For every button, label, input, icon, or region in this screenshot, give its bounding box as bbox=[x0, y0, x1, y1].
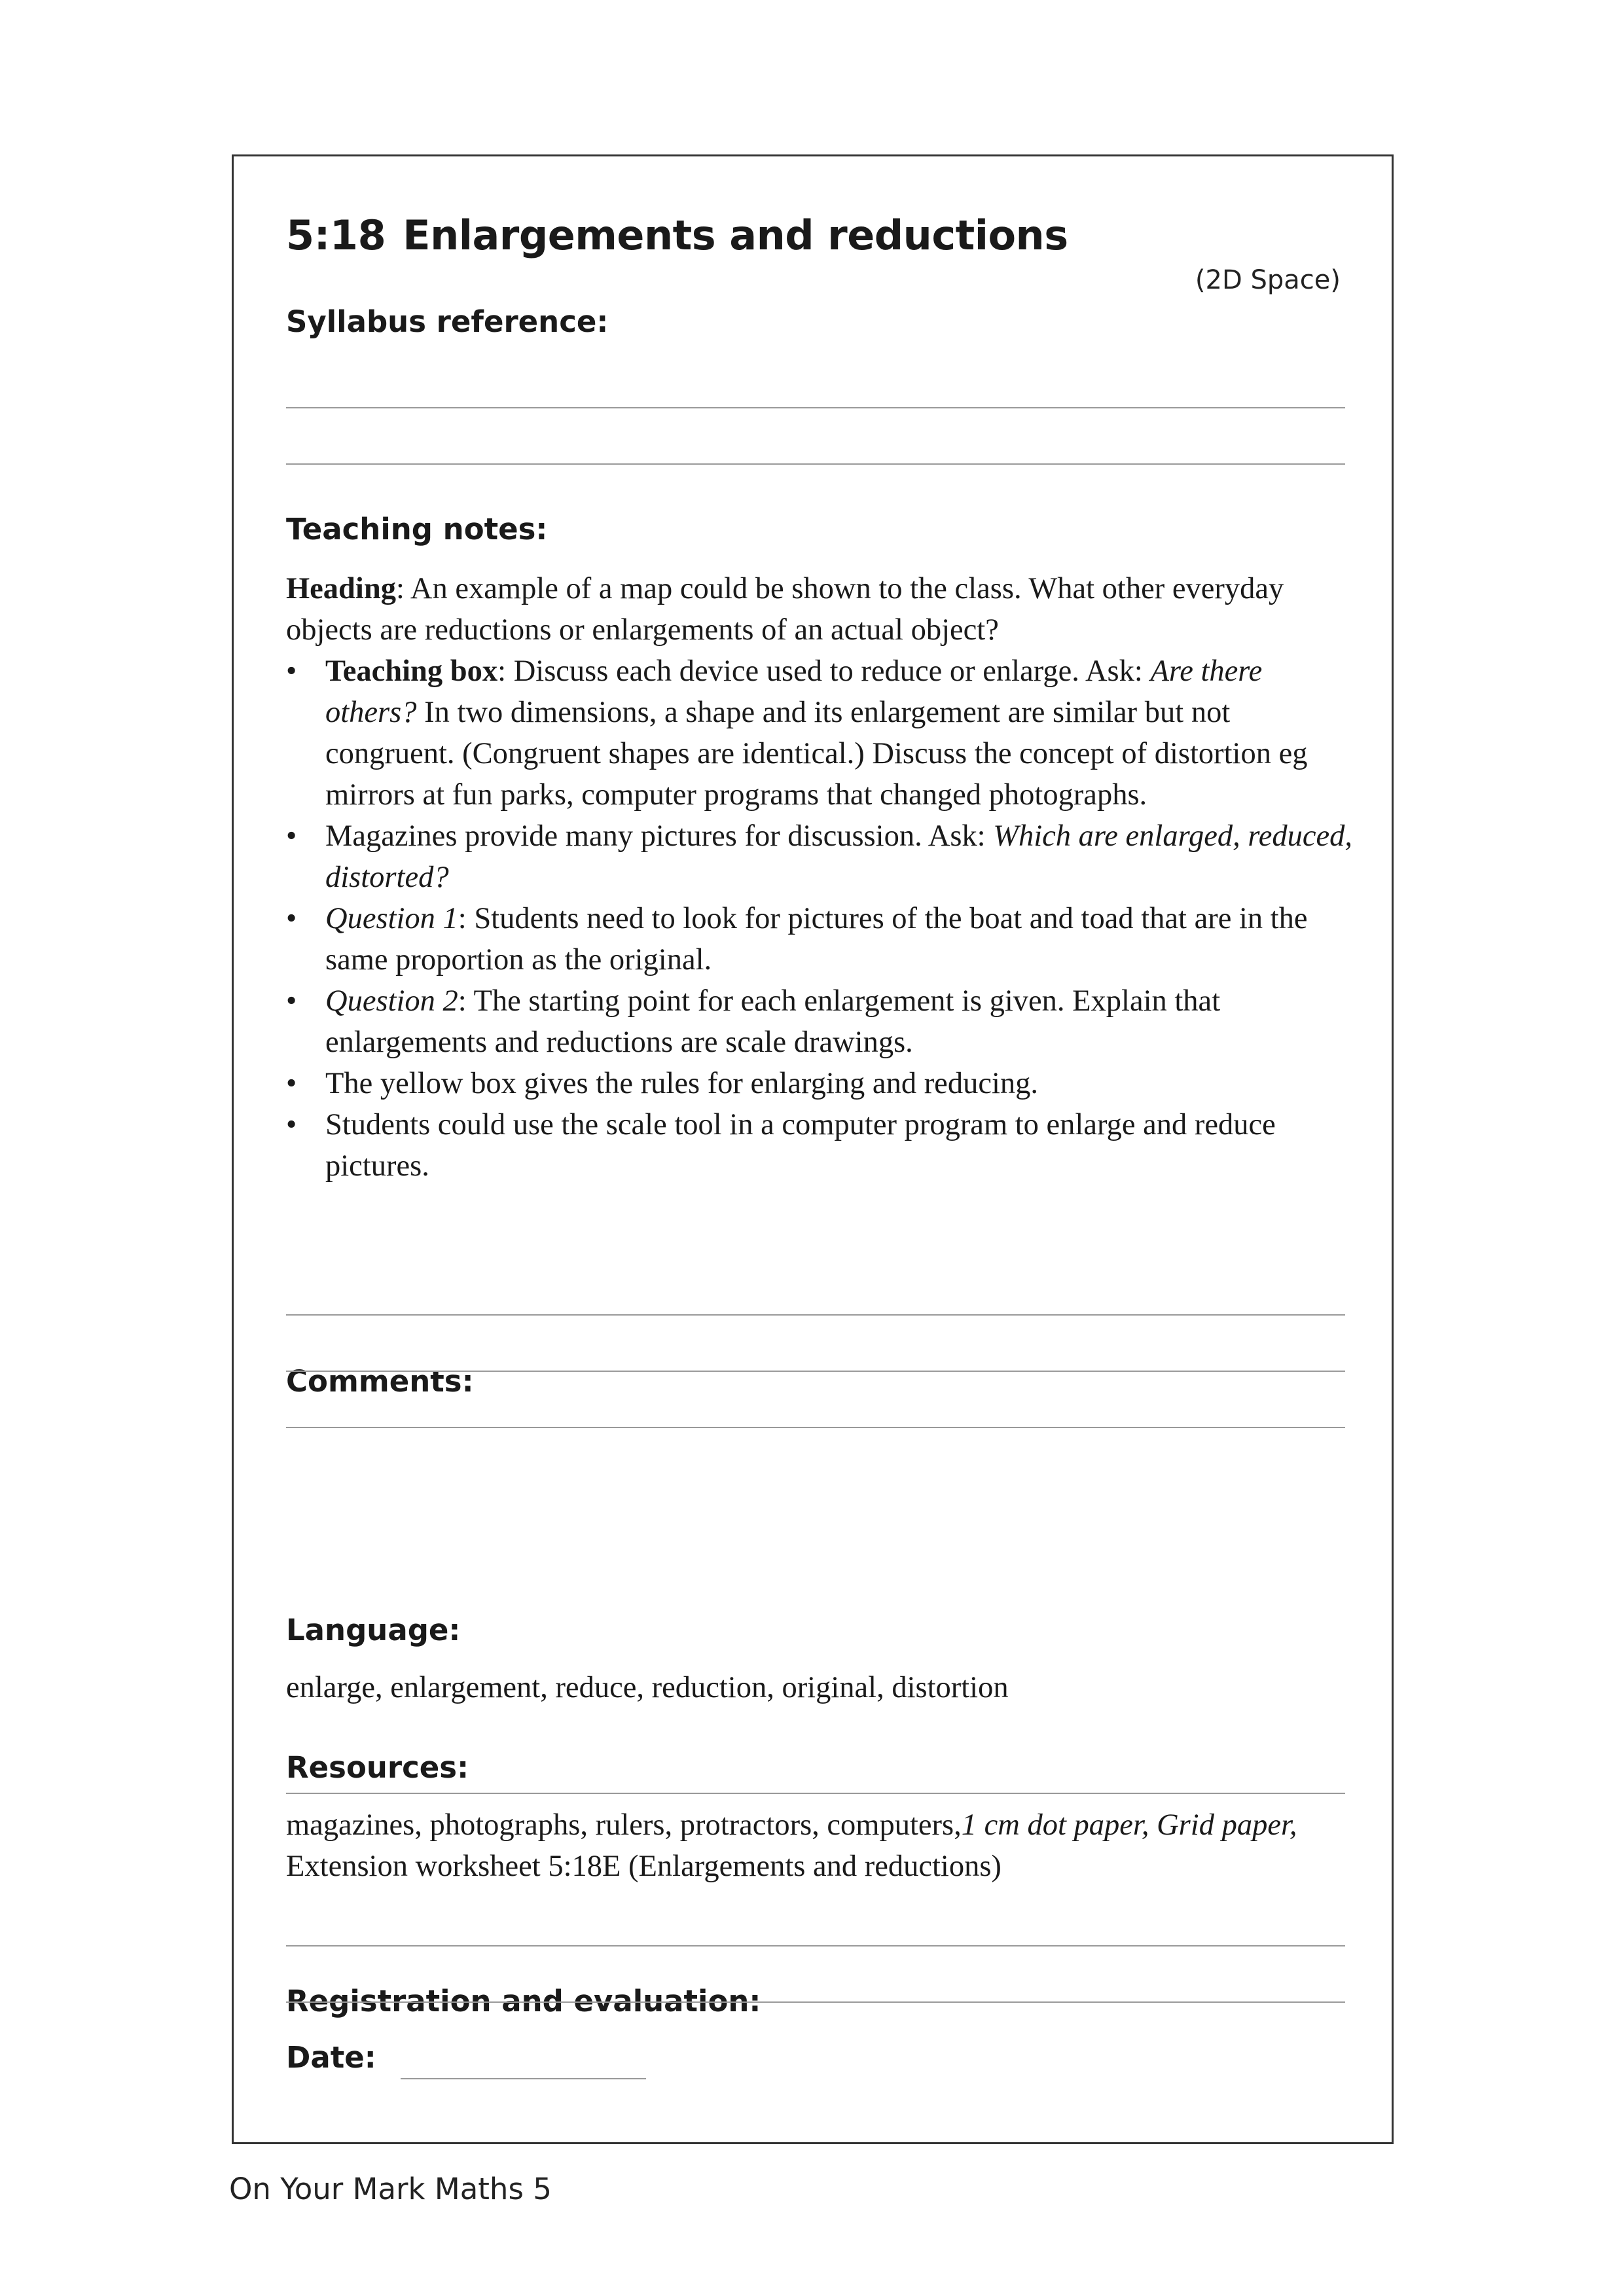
teaching-notes-body bbox=[286, 568, 1353, 1187]
list-item bbox=[286, 1063, 1353, 1104]
syllabus-rule-2 bbox=[286, 463, 1345, 465]
teaching-notes-heading: Teaching notes: bbox=[286, 512, 548, 547]
teaching-notes-list bbox=[286, 651, 1353, 1187]
page-title bbox=[286, 211, 1068, 259]
bullet-marker: • bbox=[286, 902, 297, 935]
list-item-text-2: In two dimensions, a shape and its enlargement are similar but not congruent. (Congruent shapes are identical.) Discuss the concept of distortion eg mirrors at fun parks, computer programs that changed photographs. bbox=[325, 696, 1308, 812]
resources-text-a: magazines, photographs, rulers, protractors, computers, bbox=[286, 1808, 962, 1842]
strand-label: (2D Space) bbox=[1195, 265, 1341, 295]
registration-heading: Registration and evaluation: bbox=[286, 1984, 761, 2018]
resources-text-b: Extension worksheet 5:18E (Enlargements and reductions) bbox=[286, 1850, 1001, 1883]
resources-heading: Resources: bbox=[286, 1750, 469, 1785]
syllabus-rule-1 bbox=[286, 407, 1345, 408]
list-item-text: : Discuss each device used to reduce or enlarge. Ask: bbox=[497, 655, 1151, 688]
list-item-text: Magazines provide many pictures for discussion. Ask: bbox=[325, 819, 994, 853]
bullet-marker: • bbox=[286, 1067, 297, 1100]
language-text: enlarge, enlargement, reduce, reduction, original, distortion bbox=[286, 1671, 1009, 1704]
comments-heading: Comments: bbox=[286, 1364, 474, 1399]
registration-rule-1 bbox=[286, 1945, 1345, 1946]
list-item-italic: Which are enlarged, reduced, distorted? bbox=[325, 819, 1353, 894]
resources-rule bbox=[286, 1793, 1345, 1794]
list-item-lead: Question 1 bbox=[325, 902, 458, 935]
date-heading: Date: bbox=[286, 2040, 376, 2075]
teaching-notes-intro bbox=[286, 568, 1353, 651]
registration-rule-2 bbox=[286, 2001, 1345, 2003]
list-item-lead: Question 2 bbox=[325, 984, 458, 1018]
list-item-text: The yellow box gives the rules for enlarging and reducing. bbox=[325, 1067, 1039, 1100]
date-line bbox=[401, 2078, 646, 2079]
intro-bold: Heading bbox=[286, 572, 396, 605]
list-item bbox=[286, 898, 1353, 980]
syllabus-heading: Syllabus reference: bbox=[286, 304, 609, 339]
list-item-lead: Teaching box bbox=[325, 655, 498, 688]
list-item bbox=[286, 1104, 1353, 1187]
comments-rule-1 bbox=[286, 1314, 1345, 1316]
resources-text bbox=[286, 1804, 1353, 1887]
list-item-text: : The starting point for each enlargement is given. Explain that enlargements and reductions are scale drawings. bbox=[325, 984, 1221, 1059]
bullet-marker: • bbox=[286, 1108, 297, 1141]
worksheet-title: Enlargements and reductions bbox=[403, 211, 1068, 259]
list-item-text: : Students need to look for pictures of the boat and toad that are in the same proportion as the original. bbox=[325, 902, 1308, 977]
bullet-marker: • bbox=[286, 819, 297, 853]
list-item bbox=[286, 980, 1353, 1063]
comments-rule-3 bbox=[286, 1427, 1345, 1428]
list-item-italic: Are there others? bbox=[325, 655, 1263, 729]
worksheet-frame bbox=[232, 154, 1394, 2144]
list-item-text: Students could use the scale tool in a computer program to enlarge and reduce pictures. bbox=[325, 1108, 1276, 1183]
footer-text: On Your Mark Maths 5 bbox=[229, 2172, 552, 2206]
list-item bbox=[286, 816, 1353, 898]
resources-italic: 1 cm dot paper, Grid paper, bbox=[961, 1808, 1297, 1842]
intro-text: : An example of a map could be shown to the class. What other everyday objects are reductions or enlargements of an actual object? bbox=[286, 572, 1284, 647]
language-heading: Language: bbox=[286, 1613, 461, 1647]
bullet-marker: • bbox=[286, 655, 297, 688]
worksheet-number: 5:18 bbox=[286, 211, 386, 259]
comments-rule-2 bbox=[286, 1371, 1345, 1372]
list-item bbox=[286, 651, 1353, 816]
bullet-marker: • bbox=[286, 984, 297, 1018]
